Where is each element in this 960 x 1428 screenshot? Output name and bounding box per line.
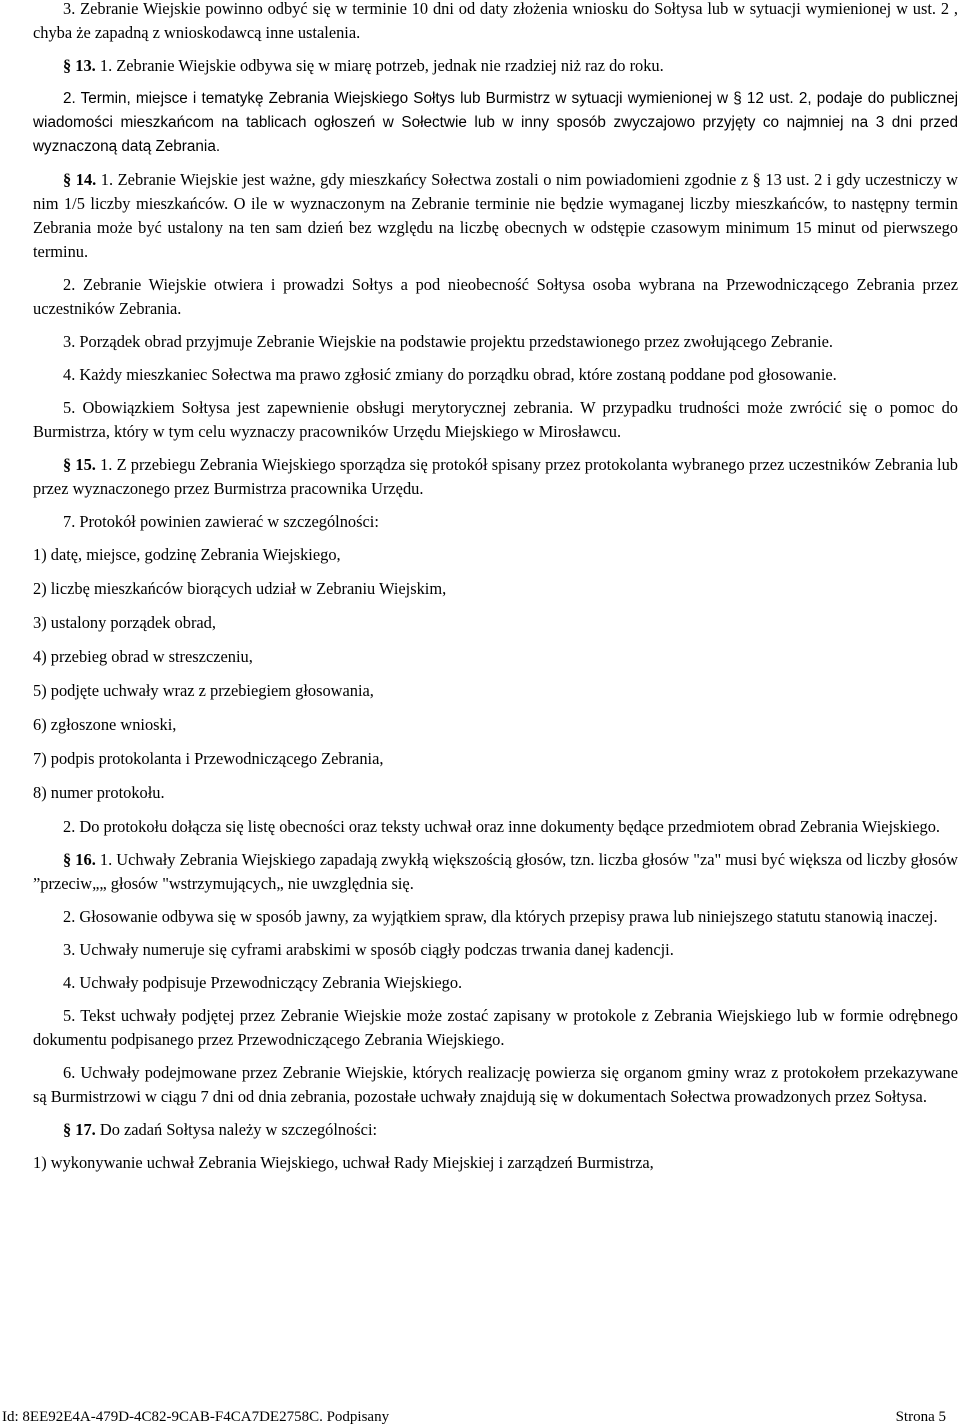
paragraph-text: 1. Zebranie Wiejskie jest ważne, gdy mieszkańcy Sołectwa zostali o nim powiadomieni zgodnie z § 13 ust. 2 i gdy uczestniczy w nim 1/5 liczby mieszkańców. O ile w wyznaczonym na Zebranie terminie nie będzie wymaganej liczby mieszkańców, to następny termin Zebrania może być ustalony na ten sam dzień bez względu na liczbę obecnych w odstępie czasowym minimum 15 minut od pierwszego terminu. <box>33 170 959 261</box>
paragraph-text: Do zadań Sołtysa należy w szczególności: <box>95 1120 378 1139</box>
page-number: Strona 5 <box>895 1409 946 1425</box>
paragraph: 3. Uchwały numeruje się cyframi arabskimi w sposób ciągły podczas trwania danej kadencji. <box>63 940 674 959</box>
paragraph-section-14 <box>33 168 958 264</box>
paragraph-section-15 <box>33 453 958 501</box>
section-number: § 15. <box>63 455 96 474</box>
list-item: 4) przebieg obrad w streszczeniu, <box>33 647 253 666</box>
section-number: § 13. <box>63 56 96 75</box>
paragraph-text: 1. Z przebiegu Zebrania Wiejskiego sporządza się protokół spisany przez protokolanta wybranego przez uczestników Zebrania lub przez wyznaczonego przez Burmistrza pracownika Urzędu. <box>33 455 959 498</box>
paragraph: 2. Głosowanie odbywa się w sposób jawny, za wyjątkiem spraw, dla których przepisy prawa lub niniejszego statutu stanowią inaczej. <box>63 907 938 926</box>
paragraph: 4. Każdy mieszkaniec Sołectwa ma prawo zgłosić zmiany do porządku obrad, które zostaną poddane pod głosowanie. <box>63 365 837 384</box>
document-id: Id: 8EE92E4A-479D-4C82-9CAB-F4CA7DE2758C. Podpisany <box>2 1409 390 1425</box>
list-item: 7) podpis protokolanta i Przewodniczącego Zebrania, <box>33 749 384 768</box>
protocol-contents-list <box>33 543 958 805</box>
list-item: 1) wykonywanie uchwał Zebrania Wiejskiego, uchwał Rady Miejskiej i zarządzeń Burmistrza, <box>33 1153 654 1172</box>
list-item: 6) zgłoszone wnioski, <box>33 715 177 734</box>
paragraph: 2. Zebranie Wiejskie otwiera i prowadzi Sołtys a pod nieobecność Sołtysa osoba wybrana na Przewodniczącego Zebrania przez uczestników Zebrania. <box>33 275 958 318</box>
document-body <box>33 0 958 1184</box>
paragraph: 6. Uchwały podejmowane przez Zebranie Wiejskie, których realizację powierza się organom gminy wraz z protokołem przekazywane są Burmistrzowi w ciągu 7 dni od dnia zebrania, pozostałe uchwały znajdują się w dokumentach Sołectwa prowadzonych przez Sołtysa. <box>33 1063 958 1106</box>
paragraph: 4. Uchwały podpisuje Przewodniczący Zebrania Wiejskiego. <box>63 973 463 992</box>
paragraph-section-13 <box>33 54 958 78</box>
page-footer <box>2 1408 946 1426</box>
paragraph: 5. Obowiązkiem Sołtysa jest zapewnienie obsługi merytorycznej zebrania. W przypadku trudności może zwrócić się o pomoc do Burmistrza, który w tym celu wyznaczy pracowników Urzędu Miejskiego w Mirosławcu. <box>33 398 958 441</box>
paragraph-text: 1. Uchwały Zebrania Wiejskiego zapadają zwykłą większością głosów, tzn. liczba głosów "za" musi być większa od liczby głosów ”przeciw„„ głosów "wstrzymujących„ nie uwzględnia się. <box>33 850 959 893</box>
paragraph: 2. Termin, miejsce i tematykę Zebrania Wiejskiego Sołtys lub Burmistrz w sytuacji wymienionej w § 12 ust. 2, podaje do publicznej wiadomości mieszkańcom na tablicach ogłoszeń w Sołectwie lub w inny sposób zwyczajowo przyjęty co najmniej na 3 dni przed wyznaczoną datą Zebrania. <box>33 90 958 155</box>
paragraph: 3. Porządek obrad przyjmuje Zebranie Wiejskie na podstawie projektu przedstawionego przez zwołującego Zebranie. <box>63 332 834 351</box>
section-number: § 17. <box>63 1120 96 1139</box>
paragraph-text: 1. Zebranie Wiejskie odbywa się w miarę potrzeb, jednak nie rzadziej niż raz do roku. <box>95 56 664 75</box>
paragraph-section-16 <box>33 848 958 896</box>
paragraph: 2. Do protokołu dołącza się listę obecności oraz teksty uchwał oraz inne dokumenty będące przedmiotem obrad Zebrania Wiejskiego. <box>63 817 941 836</box>
list-item: 2) liczbę mieszkańców biorących udział w Zebraniu Wiejskim, <box>33 579 447 598</box>
paragraph-section-17 <box>33 1118 958 1142</box>
list-item: 1) datę, miejsce, godzinę Zebrania Wiejskiego, <box>33 545 341 564</box>
section-number: § 16. <box>63 850 96 869</box>
section-number: § 14. <box>63 170 97 189</box>
paragraph: 7. Protokół powinien zawierać w szczególności: <box>63 512 379 531</box>
list-item: 8) numer protokołu. <box>33 783 165 802</box>
paragraph: 3. Zebranie Wiejskie powinno odbyć się w terminie 10 dni od daty złożenia wniosku do Sołtysa lub w sytuacji wymienionej w ust. 2 , chyba że zapadną z wnioskodawcą inne ustalenia. <box>33 0 958 42</box>
list-item: 5) podjęte uchwały wraz z przebiegiem głosowania, <box>33 681 374 700</box>
list-item: 3) ustalony porządek obrad, <box>33 613 216 632</box>
paragraph: 5. Tekst uchwały podjętej przez Zebranie Wiejskie może zostać zapisany w protokole z Zebrania Wiejskiego lub w formie odrębnego dokumentu podpisanego przez Przewodniczącego Zebrania Wiejskiego. <box>33 1006 958 1049</box>
